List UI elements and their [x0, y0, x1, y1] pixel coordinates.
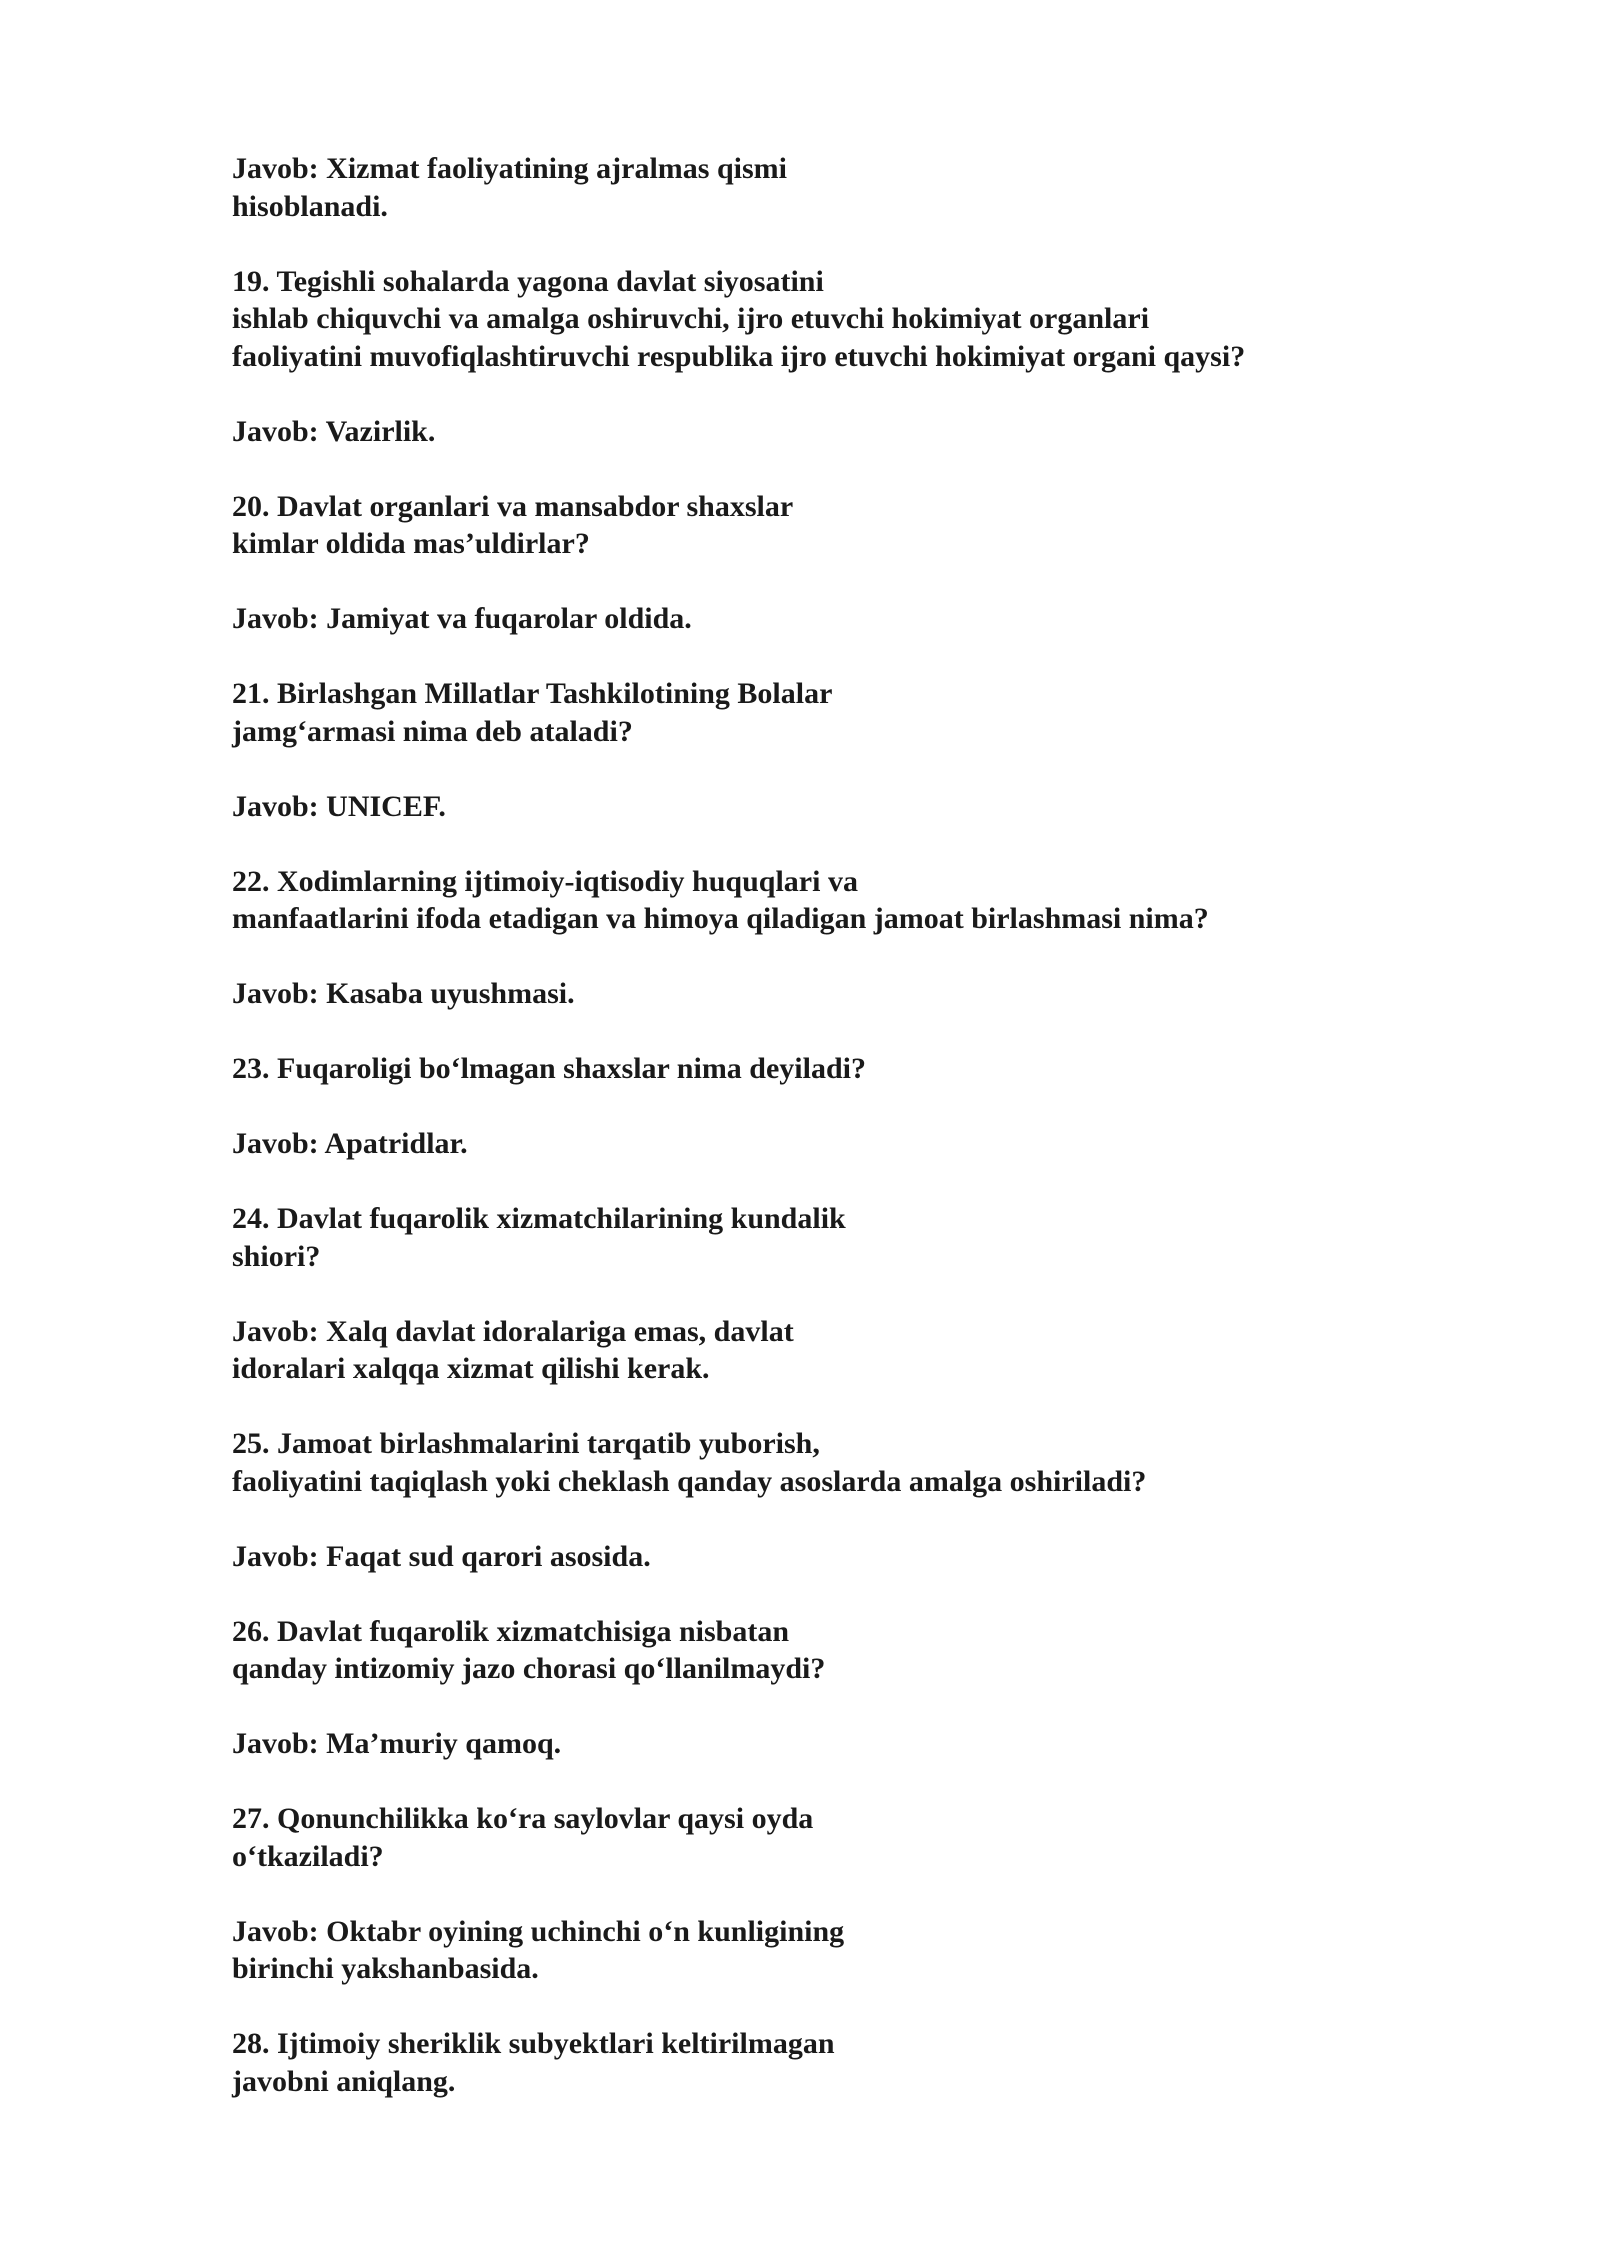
question-line: faoliyatini muvofiqlashtiruvchi respublika ijro etuvchi hokimiyat organi qaysi? — [232, 339, 1246, 373]
question-line: jamg‘armasi nima deb ataladi? — [232, 714, 633, 748]
answer-paragraph — [232, 1125, 1532, 1163]
question-line: 26. Davlat fuqarolik xizmatchisiga nisbatan — [232, 1614, 790, 1648]
question-line: o‘tkaziladi? — [232, 1839, 384, 1873]
question-line: manfaatlarini ifoda etadigan va himoya qiladigan jamoat birlashmasi nima? — [232, 902, 1209, 935]
question-line: qanday intizomiy jazo chorasi qo‘llanilmaydi? — [232, 1652, 826, 1685]
answer-line: birinchi yakshanbasida. — [232, 1952, 539, 1985]
answer-line: Javob: Xizmat faoliyatining ajralmas qismi — [232, 152, 787, 185]
answer-line: Javob: Oktabr oyining uchinchi o‘n kunligining — [232, 1914, 845, 1948]
question-line: 23. Fuqaroligi bo‘lmagan shaxslar nima deyiladi? — [232, 1052, 866, 1085]
answer-paragraph — [232, 1538, 1532, 1576]
question-paragraph — [232, 1800, 1532, 1875]
question-paragraph — [232, 1050, 1532, 1088]
question-line: kimlar oldida mas’uldirlar? — [232, 527, 590, 560]
question-paragraph — [232, 1425, 1532, 1500]
answer-line: Javob: Jamiyat va fuqarolar oldida. — [232, 602, 692, 635]
question-paragraph — [232, 1613, 1532, 1688]
question-paragraph — [232, 2025, 1532, 2100]
question-line: 28. Ijtimoiy sheriklik subyektlari keltirilmagan — [232, 2027, 835, 2060]
question-paragraph — [232, 263, 1532, 376]
question-paragraph — [232, 1200, 1532, 1275]
answer-line: Javob: Apatridlar. — [232, 1127, 468, 1160]
answer-paragraph — [232, 975, 1532, 1013]
answer-paragraph — [232, 413, 1532, 451]
question-line: 27. Qonunchilikka ko‘ra saylovlar qaysi oyda — [232, 1802, 814, 1835]
question-line: javobni aniqlang. — [232, 2064, 456, 2098]
question-paragraph — [232, 863, 1532, 938]
answer-paragraph — [232, 1725, 1532, 1763]
question-line: 24. Davlat fuqarolik xizmatchilarining kundalik — [232, 1202, 846, 1235]
answer-line: Javob: Faqat sud qarori asosida. — [232, 1539, 651, 1573]
answer-paragraph — [232, 150, 1532, 225]
answer-line: Javob: Vazirlik. — [232, 414, 436, 448]
answer-line: Javob: Ma’muriy qamoq. — [232, 1727, 562, 1760]
question-line: 21. Birlashgan Millatlar Tashkilotining Bolalar — [232, 677, 833, 710]
question-paragraph — [232, 675, 1532, 750]
question-line: ishlab chiquvchi va amalga oshiruvchi, ijro etuvchi hokimiyat organlari — [232, 302, 1150, 335]
answer-line: Javob: UNICEF. — [232, 789, 446, 823]
question-paragraph — [232, 488, 1532, 563]
question-line: faoliyatini taqiqlash yoki cheklash qanday asoslarda amalga oshiriladi? — [232, 1464, 1147, 1498]
document-body — [232, 150, 1532, 2138]
question-line: shiori? — [232, 1239, 321, 1273]
answer-line: Javob: Kasaba uyushmasi. — [232, 977, 575, 1010]
question-line: 22. Xodimlarning ijtimoiy-iqtisodiy huquqlari va — [232, 864, 858, 898]
answer-paragraph — [232, 1913, 1532, 1988]
answer-line: idoralari xalqqa xizmat qilishi kerak. — [232, 1352, 710, 1385]
answer-paragraph — [232, 788, 1532, 826]
answer-line: hisoblanadi. — [232, 189, 388, 223]
answer-paragraph — [232, 600, 1532, 638]
question-line: 19. Tegishli sohalarda yagona davlat siyosatini — [232, 264, 824, 298]
answer-paragraph — [232, 1313, 1532, 1388]
answer-line: Javob: Xalq davlat idoralariga emas, davlat — [232, 1314, 794, 1348]
question-line: 25. Jamoat birlashmalarini tarqatib yuborish, — [232, 1427, 820, 1460]
question-line: 20. Davlat organlari va mansabdor shaxslar — [232, 489, 794, 523]
